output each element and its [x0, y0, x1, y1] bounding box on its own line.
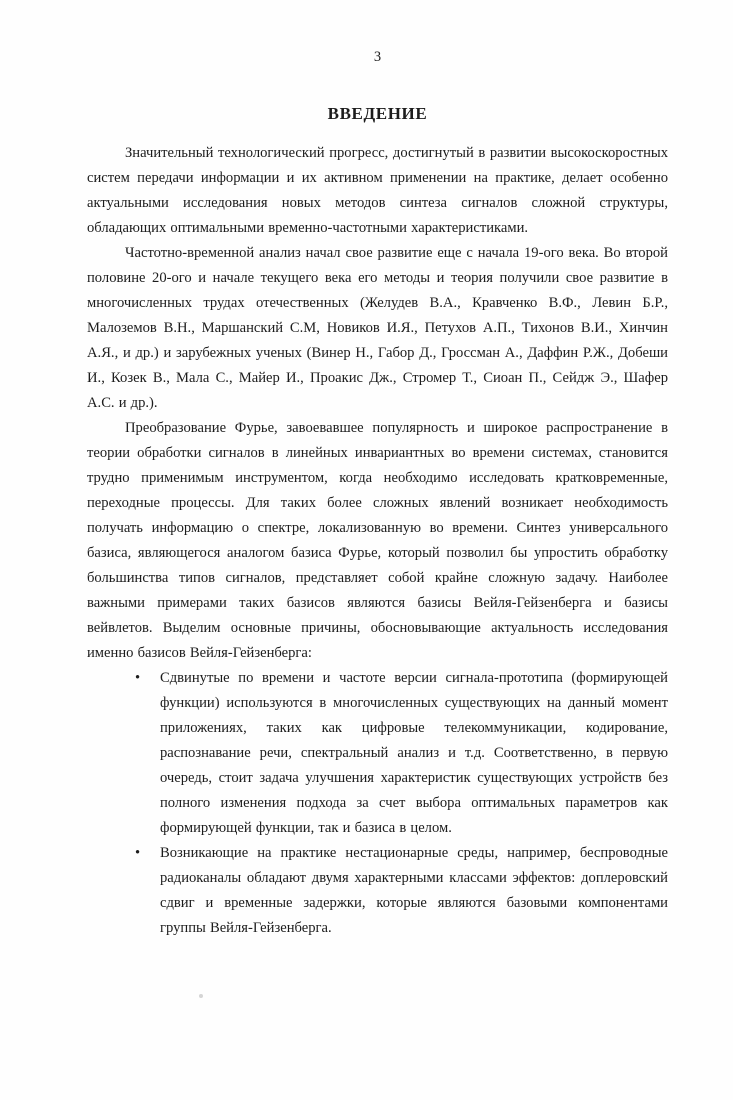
paragraph-3: Преобразование Фурье, завоевавшее популярность и широкое распространение в теории обработки сигналов в линейных инвариантных во времени системах, становится трудно применимым инструментом, когда необходимо исследовать кратковременные, переходные процессы. Для таких более сложных явлений возникает необходимость получать информацию о спектре, локализованную во времени. Синтез универсального базиса, являющегося аналогом базиса Фурье, который позволил бы упростить обработку большинства типов сигналов, представляет собой крайне сложную задачу. Наиболее важными примерами таких базисов являются базисы Вейля-Гейзенберга и базисы вейвлетов. Выделим основные причины, обосновывающие актуальность исследования именно базисов Вейля-Гейзенберга: [87, 420, 668, 661]
page-number: 3 [373, 49, 382, 65]
paragraph-2: Частотно-временной анализ начал свое развитие еще с начала 19-ого века. Во второй половине 20-ого и начале текущего века его методы и теория получили свое развитие в многочисленных трудах отечественных (Желудев В.А., Кравченко В.Ф., Левин Б.Р., Малоземов В.Н., Маршанский С.М, Новиков И.Я., Петухов А.П., Тихонов В.И., Хинчин А.Я., и др.) и зарубежных ученых (Винер Н., Габор Д., Гроссман А., Даффин Р.Ж., Добеши И., Козек В., Мала С., Майер И., Проакис Дж., Стромер Т., Сиоан П., Сейдж Э., Шафер А.С. и др.). [87, 245, 668, 411]
paragraph-1: Значительный технологический прогресс, достигнутый в развитии высокоскоростных систем передачи информации и их активном применении на практике, делает особенно актуальными исследования новых методов синтеза сигналов сложной структуры, обладающих оптимальными временно-частотными характеристиками. [87, 145, 668, 236]
list-item [87, 666, 668, 841]
bullet-icon: • [135, 670, 141, 686]
list-item-text: Сдвинутые по времени и частоте версии сигнала-прототипа (формирующей функции) используются в многочисленных существующих на данный момент приложениях, таких как цифровые телекоммуникации, кодирование, распознавание речи, спектральный анализ и т.д. Соответственно, в первую очередь, стоит задача улучшения характеристик существующих устройств без полного изменения подхода за счет выбора оптимальных параметров как формирующей функции, так и базиса в целом. [160, 670, 668, 836]
list-item-text: Возникающие на практике нестационарные среды, например, беспроводные радиоканалы обладают двумя характерными классами эффектов: доплеровский сдвиг и временные задержки, которые являются базовыми компонентами группы Вейля-Гейзенберга. [160, 845, 668, 936]
page-content [87, 0, 668, 941]
bullet-list [87, 666, 668, 941]
scan-artifact-dot [199, 994, 203, 998]
section-title: ВВЕДЕНИЕ [327, 104, 428, 123]
list-item [87, 841, 668, 941]
bullet-icon: • [135, 845, 141, 861]
